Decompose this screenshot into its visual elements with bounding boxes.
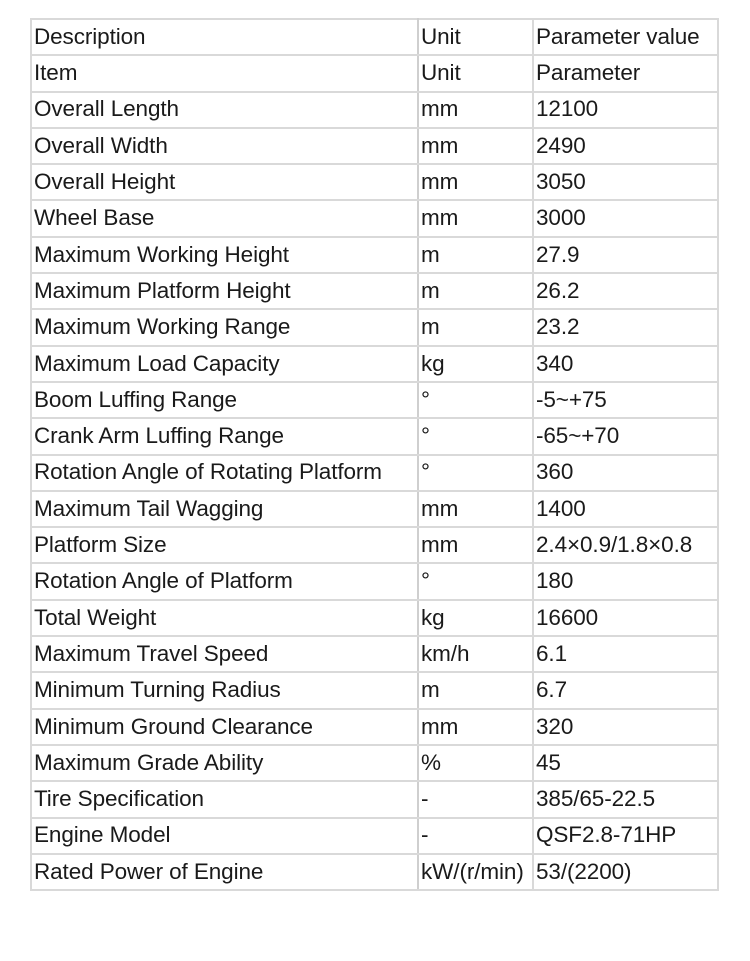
description-cell: Maximum Platform Height <box>31 273 418 309</box>
value-cell: 3050 <box>533 164 718 200</box>
table-row <box>31 672 718 708</box>
spec-table-body <box>31 19 718 890</box>
table-row <box>31 346 718 382</box>
table-row <box>31 563 718 599</box>
value-cell: 23.2 <box>533 309 718 345</box>
unit-cell: mm <box>418 709 533 745</box>
unit-cell: m <box>418 309 533 345</box>
unit-cell: kW/(r/min) <box>418 854 533 890</box>
unit-cell: mm <box>418 527 533 563</box>
description-cell: Maximum Load Capacity <box>31 346 418 382</box>
value-cell: 12100 <box>533 92 718 128</box>
unit-cell: mm <box>418 92 533 128</box>
table-header-row <box>31 19 718 55</box>
table-row <box>31 527 718 563</box>
description-cell: Tire Specification <box>31 781 418 817</box>
value-cell: 2490 <box>533 128 718 164</box>
value-cell: QSF2.8-71HP <box>533 818 718 854</box>
unit-cell: kg <box>418 346 533 382</box>
value-cell: 6.7 <box>533 672 718 708</box>
description-cell: Platform Size <box>31 527 418 563</box>
description-cell: Crank Arm Luffing Range <box>31 418 418 454</box>
unit-cell: m <box>418 273 533 309</box>
table-row <box>31 818 718 854</box>
description-cell: Minimum Turning Radius <box>31 672 418 708</box>
unit-cell: % <box>418 745 533 781</box>
table-row <box>31 164 718 200</box>
value-cell: 26.2 <box>533 273 718 309</box>
table-row <box>31 92 718 128</box>
unit-cell: ° <box>418 563 533 599</box>
value-cell: 16600 <box>533 600 718 636</box>
description-cell: Total Weight <box>31 600 418 636</box>
description-cell: Boom Luffing Range <box>31 382 418 418</box>
value-cell: 320 <box>533 709 718 745</box>
description-cell: Maximum Working Height <box>31 237 418 273</box>
description-cell: Rotation Angle of Rotating Platform <box>31 455 418 491</box>
table-row <box>31 55 718 91</box>
unit-cell: mm <box>418 200 533 236</box>
value-cell: 53/(2200) <box>533 854 718 890</box>
value-cell: 6.1 <box>533 636 718 672</box>
value-cell: -65~+70 <box>533 418 718 454</box>
spec-table <box>30 18 719 891</box>
table-row <box>31 636 718 672</box>
unit-cell: mm <box>418 491 533 527</box>
table-row <box>31 600 718 636</box>
value-cell: Parameter <box>533 55 718 91</box>
description-cell: Overall Length <box>31 92 418 128</box>
description-cell: Engine Model <box>31 818 418 854</box>
description-cell: Wheel Base <box>31 200 418 236</box>
value-cell: 1400 <box>533 491 718 527</box>
table-row <box>31 709 718 745</box>
unit-cell: mm <box>418 128 533 164</box>
unit-cell: kg <box>418 600 533 636</box>
description-cell: Rotation Angle of Platform <box>31 563 418 599</box>
unit-cell: km/h <box>418 636 533 672</box>
table-row <box>31 491 718 527</box>
table-row <box>31 200 718 236</box>
value-cell: 180 <box>533 563 718 599</box>
table-row <box>31 309 718 345</box>
unit-cell: m <box>418 237 533 273</box>
table-row <box>31 854 718 890</box>
value-cell: 340 <box>533 346 718 382</box>
value-cell: 385/65-22.5 <box>533 781 718 817</box>
table-row <box>31 781 718 817</box>
description-cell: Item <box>31 55 418 91</box>
unit-cell: mm <box>418 164 533 200</box>
unit-cell: ° <box>418 382 533 418</box>
unit-cell: ° <box>418 455 533 491</box>
unit-cell: ° <box>418 418 533 454</box>
value-cell: 3000 <box>533 200 718 236</box>
table-row <box>31 237 718 273</box>
header-unit-cell: Unit <box>418 19 533 55</box>
value-cell: 360 <box>533 455 718 491</box>
unit-cell: - <box>418 818 533 854</box>
description-cell: Maximum Tail Wagging <box>31 491 418 527</box>
value-cell: 45 <box>533 745 718 781</box>
description-cell: Overall Width <box>31 128 418 164</box>
description-cell: Maximum Grade Ability <box>31 745 418 781</box>
description-cell: Maximum Working Range <box>31 309 418 345</box>
unit-cell: Unit <box>418 55 533 91</box>
header-value-cell: Parameter value <box>533 19 718 55</box>
value-cell: -5~+75 <box>533 382 718 418</box>
description-cell: Rated Power of Engine <box>31 854 418 890</box>
table-row <box>31 745 718 781</box>
table-row <box>31 382 718 418</box>
description-cell: Minimum Ground Clearance <box>31 709 418 745</box>
unit-cell: - <box>418 781 533 817</box>
table-row <box>31 273 718 309</box>
value-cell: 27.9 <box>533 237 718 273</box>
table-row <box>31 418 718 454</box>
value-cell: 2.4×0.9/1.8×0.8 <box>533 527 718 563</box>
header-description-cell: Description <box>31 19 418 55</box>
description-cell: Maximum Travel Speed <box>31 636 418 672</box>
description-cell: Overall Height <box>31 164 418 200</box>
table-row <box>31 455 718 491</box>
unit-cell: m <box>418 672 533 708</box>
table-row <box>31 128 718 164</box>
